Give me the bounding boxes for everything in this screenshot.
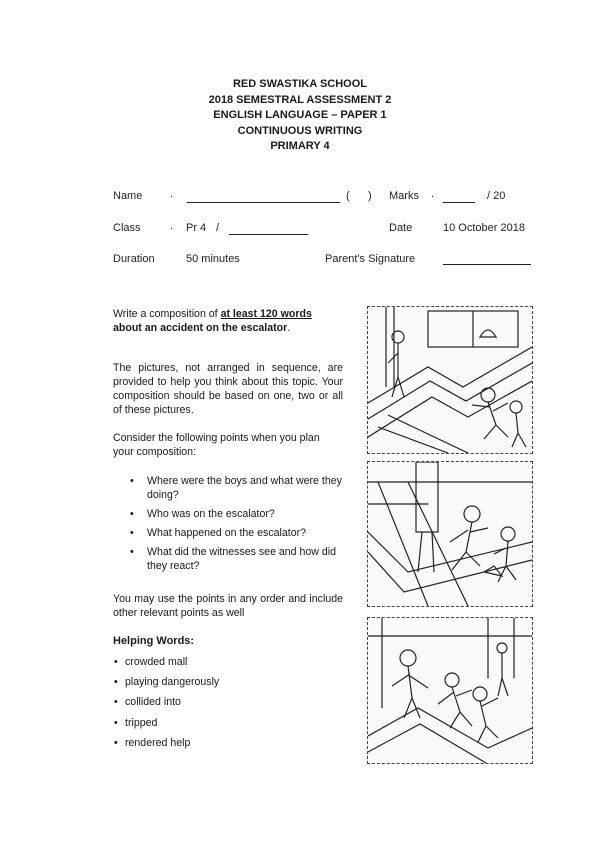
name-label: Name — [113, 190, 143, 202]
class-colon: . — [170, 220, 174, 232]
point-item: • Who was on the escalator? — [113, 507, 343, 521]
picture-1 — [367, 306, 533, 454]
class-field[interactable] — [229, 234, 308, 235]
point-item: • What did the witnesses see and how did they react? — [113, 545, 343, 573]
level-title: PRIMARY 4 — [270, 140, 330, 152]
signature-field[interactable] — [443, 264, 531, 265]
exam-header — [0, 77, 600, 155]
task-end: . — [287, 322, 291, 334]
escalator-scene-2-illustration — [368, 462, 532, 606]
task-statement — [113, 307, 343, 335]
topic: about an accident on the escalator — [113, 322, 288, 334]
name-colon: . — [170, 188, 174, 200]
task-pre: Write a composition of — [113, 308, 221, 320]
assessment-title: 2018 SEMESTRAL ASSESSMENT 2 — [208, 93, 392, 106]
consider-line-1: Consider the following points when you plan — [113, 432, 320, 444]
helping-word: • playing dangerously — [113, 675, 219, 689]
class-label: Class — [113, 222, 141, 234]
marks-label: Marks — [389, 190, 419, 202]
paper-title: ENGLISH LANGUAGE – PAPER 1 — [213, 109, 387, 121]
order-note: You may use the points in any order and include other relevant points as well — [113, 593, 343, 619]
escalator-scene-3-illustration — [368, 618, 532, 763]
marks-field[interactable] — [443, 202, 475, 203]
class-value: Pr 4 — [186, 222, 207, 234]
pictures-note: The pictures, not arranged in sequence, are provided to help you think about this topic. Your composition should be based on one, two or all of these pictures. — [113, 362, 343, 416]
marks-total: / 20 — [487, 190, 506, 202]
consider-line-2: your composition: — [113, 446, 197, 458]
school-name: RED SWASTIKA SCHOOL — [232, 78, 368, 90]
helping-words-title: Helping Words: — [113, 635, 195, 647]
picture-2 — [367, 461, 533, 607]
helping-word: • collided into — [113, 695, 219, 709]
signature-label: Parent's Signature — [325, 253, 416, 265]
point-item: • What happened on the escalator? — [113, 526, 343, 540]
index-paren-close: ) — [368, 190, 372, 202]
helping-word: • rendered help — [113, 736, 219, 750]
word-count: at least 120 words — [220, 308, 312, 320]
helping-word: • crowded mall — [113, 655, 219, 669]
date-value: 10 October 2018 — [443, 222, 525, 234]
section-title: CONTINUOUS WRITING — [237, 124, 363, 137]
name-field[interactable] — [187, 202, 340, 203]
index-paren-open: ( — [346, 190, 350, 202]
escalator-scene-1-illustration — [368, 307, 532, 453]
date-label: Date — [389, 222, 413, 234]
point-item: • Where were the boys and what were they doing? — [113, 474, 343, 502]
helping-word: • tripped — [113, 716, 219, 730]
helping-words-list — [113, 655, 219, 756]
duration-label: Duration — [113, 253, 155, 265]
class-slash: / — [216, 222, 220, 234]
duration-value: 50 minutes — [186, 253, 240, 265]
picture-3 — [367, 617, 533, 764]
consider-note — [113, 431, 343, 459]
guiding-points — [113, 474, 343, 578]
marks-colon: . — [431, 188, 435, 200]
